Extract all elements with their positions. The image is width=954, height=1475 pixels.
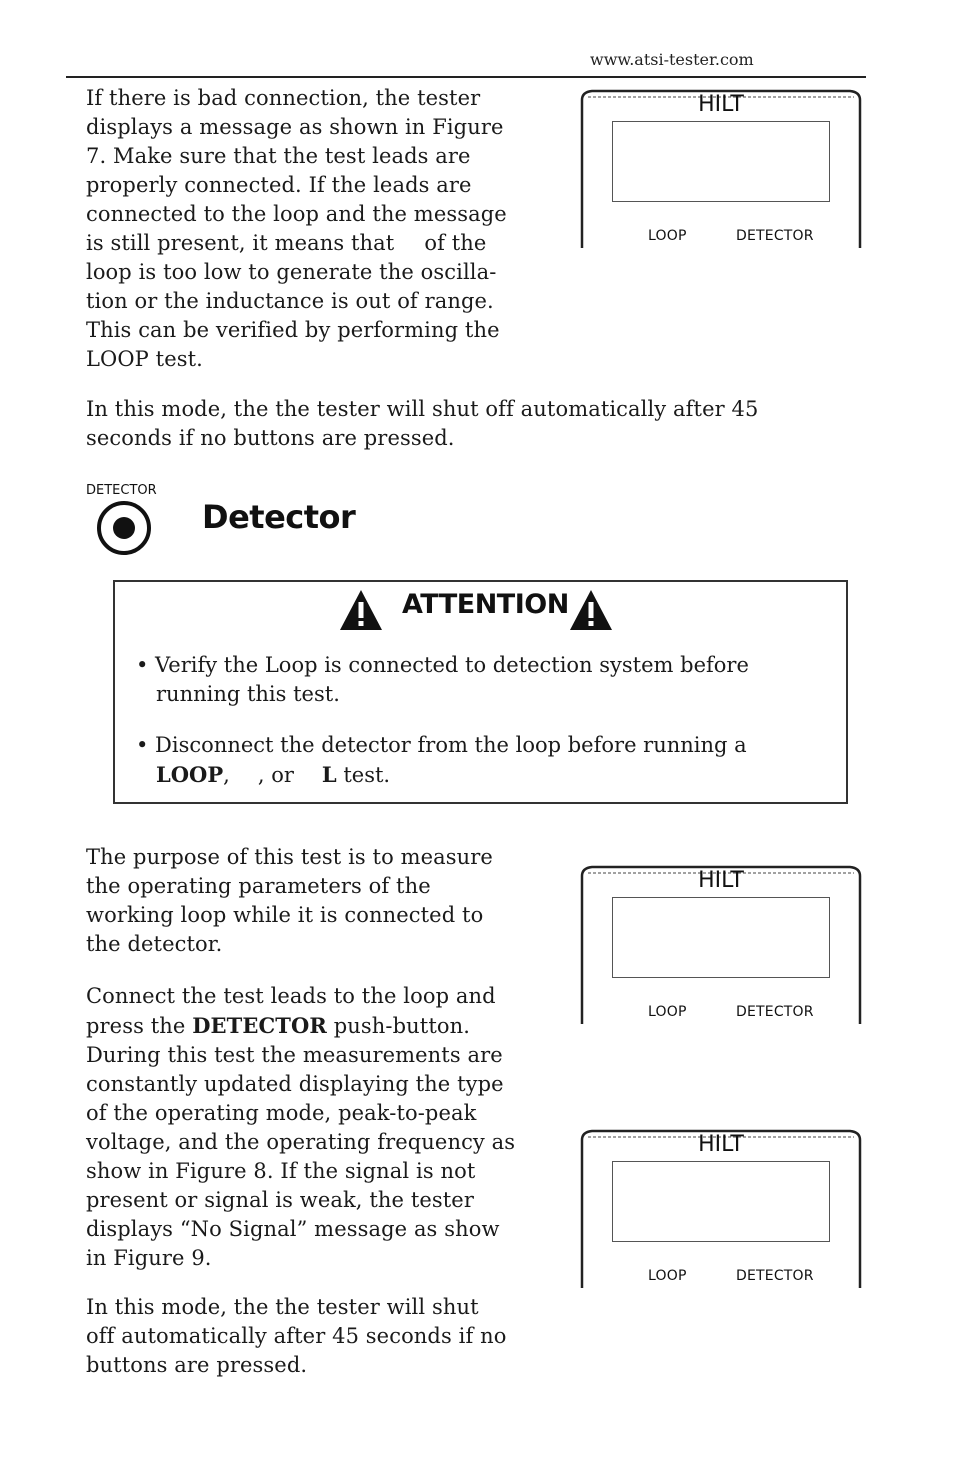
or-text: , or (257, 763, 294, 787)
text-line: the detector. (86, 932, 223, 956)
text-line: 7. Make sure that the test leads are (86, 144, 471, 168)
attention-bullet-2 (136, 731, 826, 790)
text-line: off automatically after 45 seconds if no (86, 1324, 507, 1348)
text-fragment: push-button. (326, 1014, 470, 1038)
device-title: HILT (698, 868, 744, 893)
detector-button-label: DETECTOR (736, 228, 814, 244)
text-fragment: press the (86, 1014, 193, 1038)
tester-figure-9 (578, 1128, 864, 1288)
text-line: displays a message as shown in Figure (86, 115, 504, 139)
text-line: Connect the test leads to the loop and (86, 984, 496, 1008)
text-line: the operating parameters of the (86, 874, 431, 898)
text-line: This can be verified by performing the (86, 318, 500, 342)
text-fragment: is still present, it means that (86, 231, 395, 255)
end-text: test. (336, 763, 391, 787)
bold-l: L (321, 762, 337, 787)
bad-connection-paragraph (86, 84, 566, 374)
detector-button-label: DETECTOR (736, 1268, 814, 1284)
detector-button-icon (96, 500, 152, 556)
punctuation: , (223, 763, 230, 787)
auto-shutoff-paragraph (86, 395, 866, 453)
text-line: In this mode, the the tester will shut off automatically after 45 (86, 397, 759, 421)
bullet-text: running this test. (156, 682, 340, 706)
page-url: www.atsi-tester.com (590, 50, 754, 69)
text-line: seconds if no buttons are pressed. (86, 426, 455, 450)
device-title: HILT (698, 92, 744, 117)
text-line: In this mode, the the tester will shut (86, 1295, 479, 1319)
text-line: show in Figure 8. If the signal is not (86, 1159, 476, 1183)
attention-title: ATTENTION (402, 589, 569, 620)
auto-shutoff-paragraph-2 (86, 1293, 566, 1380)
device-title: HILT (698, 1132, 744, 1157)
text-fragment: of the (424, 231, 487, 255)
text-line: displays “No Signal” message as show (86, 1217, 500, 1241)
text-line: If there is bad connection, the tester (86, 86, 481, 110)
lcd-screen (612, 121, 830, 202)
text-line: voltage, and the operating frequency as (86, 1130, 516, 1154)
tester-figure-8 (578, 864, 864, 1024)
text-line (86, 1011, 566, 1041)
bullet-text: • Verify the Loop is connected to detection system before (136, 653, 749, 677)
bullet-text: • Disconnect the detector from the loop before running a (136, 733, 747, 757)
bullet-text-line (136, 760, 826, 790)
lcd-screen (612, 897, 830, 978)
text-line: loop is too low to generate the oscilla- (86, 260, 497, 284)
purpose-paragraph (86, 843, 566, 959)
text-line: properly connected. If the leads are (86, 173, 472, 197)
text-line: constantly updated displaying the type (86, 1072, 504, 1096)
text-line: working loop while it is connected to (86, 903, 484, 927)
text-line: tion or the inductance is out of range. (86, 289, 494, 313)
detector-icon-label: DETECTOR (86, 483, 157, 498)
warning-icon (338, 588, 384, 632)
text-line-split (86, 229, 566, 258)
tester-figure-7 (578, 88, 864, 248)
text-line: During this test the measurements are (86, 1043, 503, 1067)
text-line: The purpose of this test is to measure (86, 845, 493, 869)
warning-icon (568, 588, 614, 632)
text-line: LOOP test. (86, 347, 203, 371)
text-line: in Figure 9. (86, 1246, 212, 1270)
lcd-screen (612, 1161, 830, 1242)
instructions-paragraph (86, 982, 566, 1273)
attention-bullet-1 (136, 651, 826, 709)
bold-detector: DETECTOR (192, 1013, 327, 1038)
text-line: present or signal is weak, the tester (86, 1188, 474, 1212)
loop-button-label: LOOP (648, 228, 687, 244)
text-line: connected to the loop and the message (86, 202, 507, 226)
detector-button-label: DETECTOR (736, 1004, 814, 1020)
loop-button-label: LOOP (648, 1268, 687, 1284)
text-line: buttons are pressed. (86, 1353, 308, 1377)
section-heading: Detector (202, 498, 356, 536)
header-rule (66, 76, 866, 78)
loop-button-label: LOOP (648, 1004, 687, 1020)
bold-loop: LOOP (156, 762, 224, 787)
text-line: of the operating mode, peak-to-peak (86, 1101, 477, 1125)
